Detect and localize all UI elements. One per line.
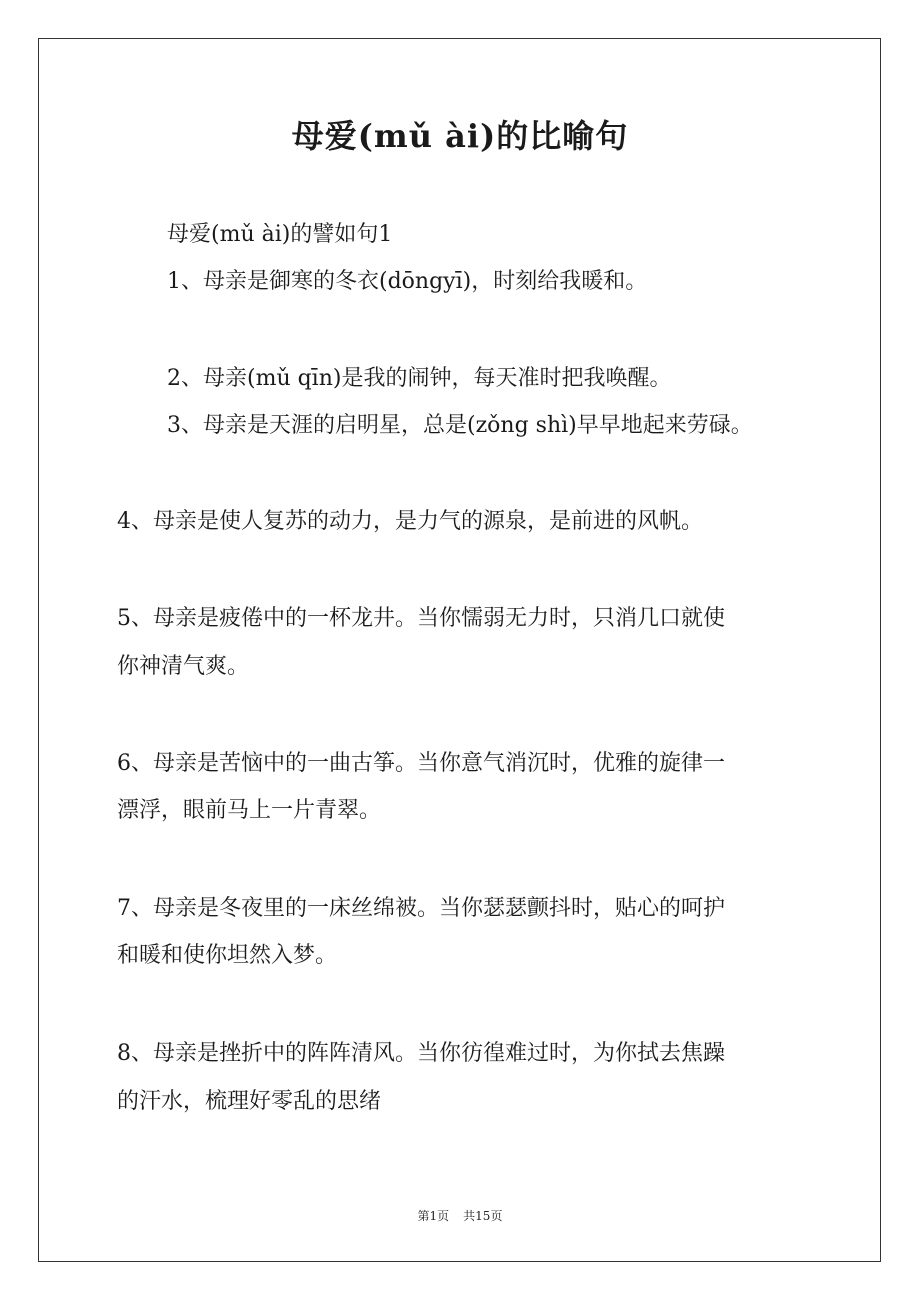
paragraph-7-line-2: 和暖和使你坦然入梦。 <box>117 943 338 968</box>
paragraph-8-line-1: 8、母亲是挫折中的阵阵清风。当你彷徨难过时，为你拭去焦躁 <box>117 1041 725 1066</box>
paragraph-5-line-1: 5、母亲是疲倦中的一杯龙井。当你懦弱无力时，只消几口就使 <box>117 606 725 631</box>
paragraph-1-line-1: 1、母亲是御寒的冬衣(dōngyī)，时刻给我暖和。 <box>167 269 648 294</box>
paragraph-3-line-1: 3、母亲是天涯的启明星，总是(zǒng shì)早早地起来劳碌。 <box>167 413 753 438</box>
page-number: 第1页 <box>417 1209 450 1223</box>
paragraph-2-line-1: 2、母亲(mǔ qīn)是我的闹钟，每天准时把我唤醒。 <box>167 366 672 391</box>
paragraph-5-line-2: 你神清气爽。 <box>117 654 250 679</box>
paragraph-8-line-2: 的汗水，梳理好零乱的思绪 <box>117 1089 382 1114</box>
paragraph-7-line-1: 7、母亲是冬夜里的一床丝绵被。当你瑟瑟颤抖时，贴心的呵护 <box>117 896 725 921</box>
paragraph-6-line-1: 6、母亲是苦恼中的一曲古筝。当你意气消沉时，优雅的旋律一 <box>117 751 725 776</box>
paragraph-6-line-2: 漂浮，眼前马上一片青翠。 <box>117 798 382 823</box>
page-border <box>38 38 881 1262</box>
section-heading: 母爱(mǔ ài)的譬如句1 <box>167 222 393 247</box>
page-total: 共15页 <box>463 1209 503 1223</box>
paragraph-4-line-1: 4、母亲是使人复苏的动力，是力气的源泉，是前进的风帆。 <box>117 509 703 534</box>
page-footer <box>0 1207 920 1225</box>
document-title: 母爱(mǔ ài)的比喻句 <box>291 117 629 155</box>
